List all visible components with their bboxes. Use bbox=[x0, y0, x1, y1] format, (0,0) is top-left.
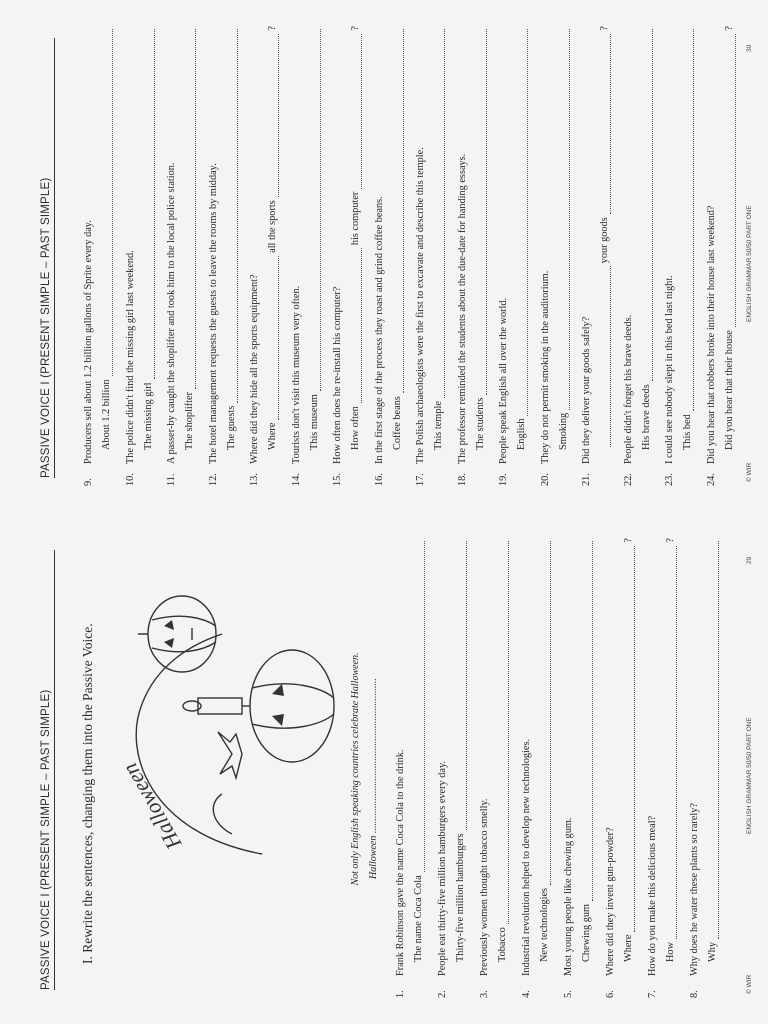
answer-prompt: The students bbox=[474, 397, 486, 450]
footer-copyright: © WIR bbox=[746, 974, 753, 994]
exercise-number: 17. bbox=[415, 473, 426, 486]
answer-prompt: Did you hear that their house bbox=[723, 330, 735, 450]
exercise-number: 12. bbox=[207, 473, 219, 486]
answer-line[interactable] bbox=[620, 538, 638, 998]
answer-blank[interactable] bbox=[261, 34, 279, 198]
footer-book-title: ENGLISH GRAMMAR 50/50 PART ONE bbox=[746, 717, 753, 834]
exercise-number: 24. bbox=[705, 473, 717, 486]
exercise-sentence: How often does he re-install his computer? bbox=[332, 286, 343, 464]
exercise-sentence: People didn't forget his brave deeds. bbox=[622, 314, 634, 464]
answer-blank[interactable] bbox=[635, 29, 653, 381]
answer-prompt: This bed bbox=[682, 414, 693, 450]
answer-end-punctuation: ? bbox=[623, 538, 634, 543]
answer-prompt: Tobacco bbox=[497, 927, 508, 962]
answer-blank[interactable] bbox=[701, 541, 719, 939]
answer-end-punctuation: ? bbox=[599, 25, 610, 31]
exercise-sentence: Previously women thought tobacco smelly. bbox=[479, 798, 490, 976]
answer-prompt: Why bbox=[707, 941, 718, 962]
exercise-number: 2. bbox=[437, 990, 448, 998]
answer-blank[interactable] bbox=[659, 546, 677, 939]
exercise-item bbox=[454, 26, 490, 486]
answer-line[interactable] bbox=[223, 26, 241, 486]
answer-line[interactable] bbox=[410, 538, 428, 998]
exercise-number: 8. bbox=[689, 990, 700, 998]
answer-middle-text: your goods bbox=[599, 217, 610, 264]
answer-blank[interactable] bbox=[718, 34, 736, 328]
answer-blank[interactable] bbox=[95, 29, 113, 376]
answer-prompt: This museum bbox=[308, 394, 320, 450]
exercise-item bbox=[246, 26, 282, 486]
halloween-drawing-text: Halloween bbox=[117, 758, 187, 854]
exercise-number: 14. bbox=[290, 473, 302, 486]
answer-line[interactable] bbox=[140, 26, 158, 486]
exercise-sentence: Producers sell about 1.2 billion gallons of Sprite every day. bbox=[83, 220, 94, 464]
example-answer: Halloween .............................................................. bbox=[368, 678, 379, 879]
answer-line[interactable] bbox=[472, 26, 490, 486]
answer-blank[interactable] bbox=[344, 34, 362, 189]
answer-blank[interactable] bbox=[593, 266, 611, 447]
answer-blank[interactable] bbox=[220, 29, 238, 403]
answer-line[interactable] bbox=[430, 26, 448, 486]
answer-blank[interactable] bbox=[261, 256, 279, 420]
answer-prompt: The missing girl bbox=[142, 382, 154, 450]
answer-line[interactable] bbox=[181, 26, 199, 486]
exercise-sentence: Did you hear that robbers broke into their house last weekend? bbox=[705, 205, 717, 464]
exercise-sentence: People eat thirty-five million hamburgers every day. bbox=[437, 760, 448, 976]
answer-prompt: English bbox=[516, 418, 527, 450]
answer-line[interactable] bbox=[494, 538, 512, 998]
exercise-item bbox=[205, 26, 241, 486]
exercise-number: 10. bbox=[124, 473, 136, 486]
answer-line[interactable] bbox=[578, 538, 596, 998]
exercise-sentence: The hotel management requests the guests to leave the rooms by midday. bbox=[207, 163, 219, 464]
exercise-item bbox=[495, 26, 531, 486]
answer-line[interactable] bbox=[264, 26, 282, 486]
exercise-number: 5. bbox=[563, 990, 574, 998]
answer-blank[interactable] bbox=[552, 29, 570, 410]
exercise-number: 1. bbox=[395, 990, 406, 998]
answer-line[interactable] bbox=[513, 26, 531, 486]
answer-line[interactable] bbox=[347, 26, 365, 486]
answer-prompt: Where bbox=[623, 934, 634, 962]
answer-prompt: How often bbox=[350, 406, 361, 450]
answer-blank[interactable] bbox=[469, 29, 487, 395]
footer-page-number: 30 bbox=[746, 44, 753, 52]
exercise-number: 19. bbox=[498, 473, 509, 486]
exercise-number: 13. bbox=[249, 473, 260, 486]
exercise-sentence: The Polish archaeologists were the first to excavate and describe this temple. bbox=[415, 147, 426, 464]
exercise-number: 20. bbox=[539, 473, 551, 486]
answer-prompt: The guests bbox=[225, 405, 237, 450]
footer-copyright: © WIR bbox=[746, 462, 753, 482]
answer-end-punctuation: ? bbox=[665, 538, 676, 543]
exercise-sentence: In the first stage of the process they roast and grind coffee beans. bbox=[373, 196, 385, 464]
answer-blank[interactable] bbox=[303, 29, 321, 391]
footer-page-number: 29 bbox=[746, 556, 753, 564]
answer-blank[interactable] bbox=[386, 29, 404, 393]
exercise-number: 11. bbox=[166, 473, 177, 486]
exercise-number: 18. bbox=[456, 473, 468, 486]
exercise-sentence: Why does he water these plants so rarely? bbox=[689, 803, 700, 976]
answer-blank[interactable] bbox=[407, 541, 425, 872]
exercise-item bbox=[434, 538, 470, 998]
answer-blank[interactable] bbox=[344, 248, 362, 403]
exercise-item bbox=[620, 26, 656, 486]
exercise-number: 23. bbox=[664, 473, 675, 486]
exercise-item bbox=[122, 26, 158, 486]
answer-end-punctuation: ? bbox=[350, 25, 361, 31]
exercise-item bbox=[288, 26, 324, 486]
answer-prompt: This temple bbox=[433, 401, 444, 450]
exercise-sentence: How do you make this delicious meal? bbox=[647, 815, 658, 976]
exercise-sentence: Most young people like chewing gum. bbox=[563, 817, 574, 976]
exercise-item bbox=[661, 26, 697, 486]
answer-blank[interactable] bbox=[575, 541, 593, 901]
exercise-item bbox=[560, 538, 596, 998]
answer-blank[interactable] bbox=[137, 29, 155, 380]
answer-prompt: About 1.2 billion bbox=[101, 379, 112, 450]
exercise-sentence: Where did they hide all the sports equipment? bbox=[249, 274, 260, 464]
example-sentence: Not only English speaking countries celebrate Halloween. bbox=[350, 652, 361, 886]
exercise-instruction: I. Rewrite the sentences, changing them into the Passive Voice. bbox=[80, 623, 95, 964]
exercise-number: 7. bbox=[647, 990, 658, 998]
left-page bbox=[0, 512, 768, 1024]
answer-line[interactable] bbox=[662, 538, 680, 998]
answer-prompt: His brave deeds bbox=[640, 384, 652, 450]
answer-prompt: New technologies bbox=[539, 887, 550, 962]
answer-prompt: Where bbox=[267, 422, 278, 450]
exercise-item bbox=[537, 26, 573, 486]
exercise-number: 3. bbox=[479, 990, 490, 998]
answer-line[interactable] bbox=[704, 538, 722, 998]
answer-line[interactable] bbox=[452, 538, 470, 998]
answer-prompt: Smoking bbox=[557, 412, 569, 450]
answer-line[interactable] bbox=[389, 26, 407, 486]
exercise-item bbox=[578, 26, 614, 486]
exercise-number: 16. bbox=[373, 473, 385, 486]
exercise-item bbox=[412, 26, 448, 486]
exercise-item bbox=[476, 538, 512, 998]
halloween-pumpkins-illustration bbox=[112, 574, 340, 874]
answer-prompt: Coffee beans bbox=[391, 396, 403, 450]
exercise-sentence: The police didn't find the missing girl last weekend. bbox=[124, 250, 136, 464]
exercise-item bbox=[392, 538, 428, 998]
answer-blank[interactable] bbox=[617, 546, 635, 932]
exercise-sentence: The professor reminded the students about the due-date for handing essays. bbox=[456, 153, 468, 464]
exercise-sentence: A passer-by caught the shoplifter and took him to the local police station. bbox=[166, 162, 177, 464]
exercise-number: 4. bbox=[521, 990, 532, 998]
exercise-number: 6. bbox=[605, 990, 616, 998]
answer-middle-text: all the sports bbox=[267, 200, 278, 253]
answer-blank[interactable] bbox=[593, 34, 611, 215]
answer-line[interactable] bbox=[555, 26, 573, 486]
answer-line[interactable] bbox=[98, 26, 116, 486]
answer-prompt: Chewing gum bbox=[581, 903, 592, 962]
exercise-number: 21. bbox=[581, 473, 592, 486]
answer-line[interactable] bbox=[679, 26, 697, 486]
answer-prompt: The name Coca Cola bbox=[413, 875, 424, 962]
answer-prompt: The shoplifter bbox=[184, 391, 195, 450]
answer-end-punctuation: ? bbox=[267, 25, 278, 31]
answer-prompt: Thirty-five million hamburgers bbox=[455, 833, 466, 962]
exercise-sentence: They do not permit smoking in the auditorium. bbox=[539, 270, 551, 464]
answer-blank[interactable] bbox=[491, 541, 509, 924]
exercise-item bbox=[371, 26, 407, 486]
exercise-number: 22. bbox=[622, 473, 634, 486]
exercise-sentence: Frank Robinson gave the name Coca Cola to the drink. bbox=[395, 749, 406, 976]
answer-line[interactable] bbox=[721, 26, 739, 486]
exercise-item bbox=[329, 26, 365, 486]
answer-blank[interactable] bbox=[533, 541, 551, 885]
exercise-sentence: Tourists don't visit this museum very often. bbox=[290, 285, 302, 464]
answer-blank[interactable] bbox=[178, 29, 196, 389]
exercise-sentence: People speak English all over the world. bbox=[498, 297, 509, 464]
answer-line[interactable] bbox=[596, 26, 614, 486]
right-page-header: PASSIVE VOICE I (PRESENT SIMPLE – PAST SIMPLE) bbox=[40, 38, 55, 478]
answer-blank[interactable] bbox=[676, 29, 694, 411]
exercise-item bbox=[644, 538, 680, 998]
exercise-sentence: Did they deliver your goods safely? bbox=[581, 316, 592, 464]
exercise-sentence: Where did they invent gun-powder? bbox=[605, 827, 616, 976]
answer-line[interactable] bbox=[306, 26, 324, 486]
left-page-header: PASSIVE VOICE I (PRESENT SIMPLE – PAST SIMPLE) bbox=[40, 550, 55, 990]
answer-line[interactable] bbox=[536, 538, 554, 998]
answer-line[interactable] bbox=[638, 26, 656, 486]
exercise-item bbox=[163, 26, 199, 486]
answer-middle-text: his computer bbox=[350, 191, 361, 246]
exercise-item bbox=[518, 538, 554, 998]
answer-blank[interactable] bbox=[510, 29, 528, 416]
exercise-item bbox=[703, 26, 739, 486]
footer-book-title: ENGLISH GRAMMAR 50/50 PART ONE bbox=[746, 205, 753, 322]
answer-blank[interactable] bbox=[449, 541, 467, 831]
exercise-item bbox=[602, 538, 638, 998]
answer-end-punctuation: ? bbox=[723, 26, 735, 31]
exercise-item bbox=[686, 538, 722, 998]
answer-blank[interactable] bbox=[427, 29, 445, 398]
answer-prompt: How bbox=[665, 941, 676, 962]
exercise-number: 9. bbox=[83, 478, 94, 486]
exercise-sentence: I could see nobody slept in this bed last night. bbox=[664, 275, 675, 464]
exercise-number: 15. bbox=[332, 473, 343, 486]
exercise-sentence: Industrial revolution helped to develop new technologies. bbox=[521, 738, 532, 976]
exercise-item bbox=[80, 26, 116, 486]
